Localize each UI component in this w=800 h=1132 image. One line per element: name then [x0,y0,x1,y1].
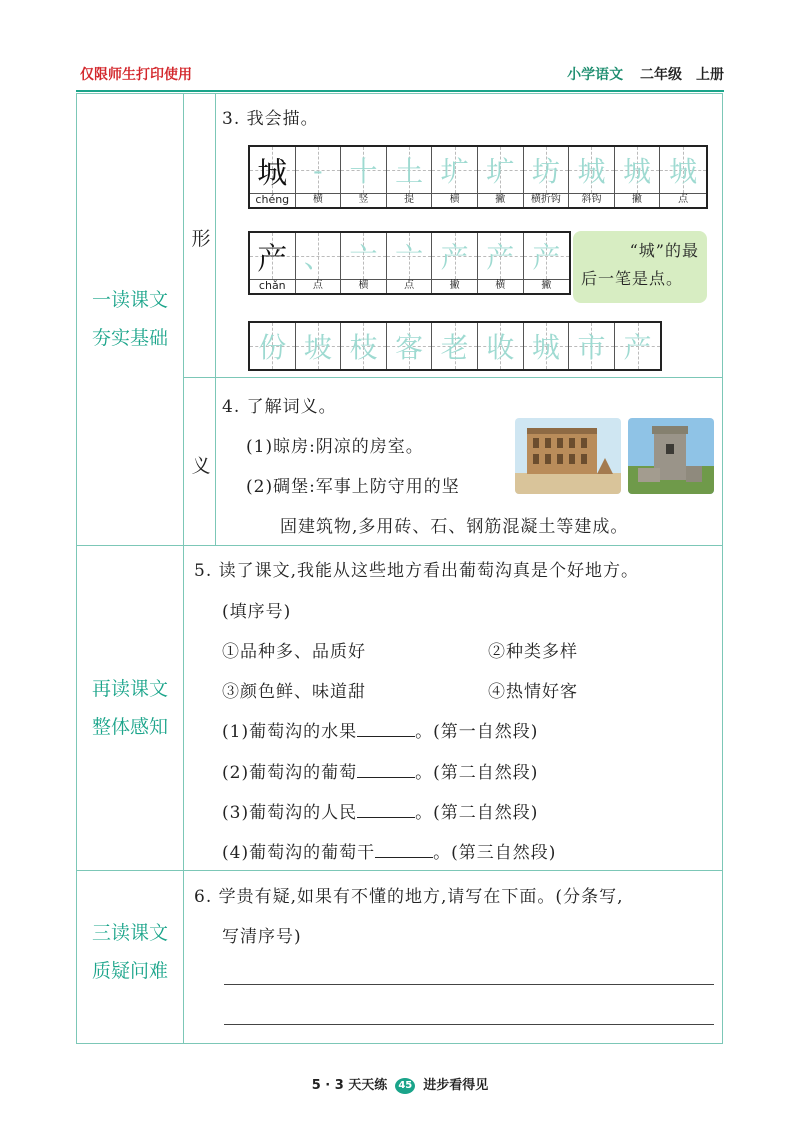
stroke-cell[interactable]: 产 横 [478,233,524,293]
section-label-3: 三读课文 质疑问难 [91,922,168,982]
q5-blank-4: (4)葡萄沟的葡萄干 。(第三自然段) [222,843,557,863]
liangfang-photo [515,418,621,494]
stroke-cell[interactable]: 土 提 [387,147,433,207]
trace-cell[interactable]: 产 [615,323,661,369]
trace-cell[interactable]: 城 [524,323,570,369]
footer-series: 5 · 3 天天练 [311,1078,388,1093]
book-info [567,64,724,84]
q4-item-2a: (2)碉堡:军事上防守用的坚 [246,477,460,497]
section-label-1: 一读课文 夯实基础 [91,289,168,349]
header-rule [76,90,724,92]
q5-option-2: ②种类多样 [488,642,578,662]
row-divider-1 [77,545,722,546]
col-divider-3 [183,545,184,1043]
q3-title: 3. 我会描。 [222,109,319,129]
q5-sub: (填序号) [222,602,292,622]
stroke-cell[interactable]: 圹 横 [432,147,478,207]
trace-cell[interactable]: 客 [387,323,433,369]
page-number: 45 [395,1078,415,1094]
trace-cell[interactable]: 老 [432,323,478,369]
trace-cell[interactable]: 收 [478,323,524,369]
q6-title-2: 写清序号) [222,927,302,947]
stroke-cell[interactable]: 亠 横 [341,233,387,293]
sub-label-xing: 形 [191,228,211,250]
q4-item-1: (1)晾房:阴凉的房室。 [246,437,424,457]
writing-line-1[interactable] [224,984,714,985]
trace-cell[interactable]: 市 [569,323,615,369]
stroke-cell[interactable]: 坊 横折钩 [524,147,570,207]
trace-grid [248,321,662,371]
row-divider-xing-yi [183,377,722,378]
trace-cell[interactable]: 坡 [296,323,342,369]
section-label-2: 再读课文 整体感知 [91,678,168,738]
stroke-cell[interactable]: 产 撇 [432,233,478,293]
trace-cell[interactable]: 枝 [341,323,387,369]
q5-blank-2: (2)葡萄沟的葡萄 。(第二自然段) [222,763,539,783]
trace-cell[interactable]: 份 [250,323,296,369]
stroke-cell[interactable]: 城 点 [660,147,706,207]
answer-blank[interactable] [357,803,415,818]
stroke-cell[interactable]: 城 斜钩 [569,147,615,207]
grade-label: 二年级 上册 [640,67,724,83]
answer-blank[interactable] [357,763,415,778]
stroke-cell[interactable]: 产 撇 [524,233,570,293]
tip-line-1: “城”的最 [629,241,699,260]
sub-label-yi: 义 [191,455,211,477]
subject-label: 小学语文 [567,67,624,83]
q5-option-3: ③颜色鲜、味道甜 [222,682,366,702]
diaobao-photo [628,418,714,494]
footer [0,1074,800,1094]
tip-box [573,231,707,303]
answer-blank[interactable] [357,722,415,737]
model-char-cell: 城 chéng [250,147,296,207]
col-divider-1 [183,94,184,545]
q5-title: 5. 读了课文,我能从这些地方看出葡萄沟真是个好地方。 [194,561,640,581]
q4-item-2b: 固建筑物,多用砖、石、钢筋混凝土等建成。 [280,517,629,537]
stroke-cell[interactable]: - 横 [296,147,342,207]
tip-line-2: 后一笔是点。 [581,269,684,288]
row-divider-2 [77,870,722,871]
stroke-cell[interactable]: 亠 点 [387,233,433,293]
stroke-grid-cheng [248,145,708,209]
answer-blank[interactable] [375,843,433,858]
col-divider-2 [215,94,216,545]
footer-slogan: 进步看得见 [423,1078,489,1093]
model-char-cell: 产 chǎn [250,233,296,293]
stroke-cell[interactable]: 城 撇 [615,147,661,207]
q5-blank-1: (1)葡萄沟的水果 。(第一自然段) [222,722,539,742]
q5-option-1: ①品种多、品质好 [222,642,366,662]
stroke-grid-chan [248,231,571,295]
print-notice: 仅限师生打印使用 [80,67,192,83]
stroke-cell[interactable]: 、 点 [296,233,342,293]
q5-blank-3: (3)葡萄沟的人民 。(第二自然段) [222,803,539,823]
writing-line-2[interactable] [224,1024,714,1025]
q6-title: 6. 学贵有疑,如果有不懂的地方,请写在下面。(分条写, [194,887,624,907]
q5-option-4: ④热情好客 [488,682,578,702]
stroke-cell[interactable]: 圹 撇 [478,147,524,207]
q4-title: 4. 了解词义。 [222,397,337,417]
stroke-cell[interactable]: 十 竖 [341,147,387,207]
